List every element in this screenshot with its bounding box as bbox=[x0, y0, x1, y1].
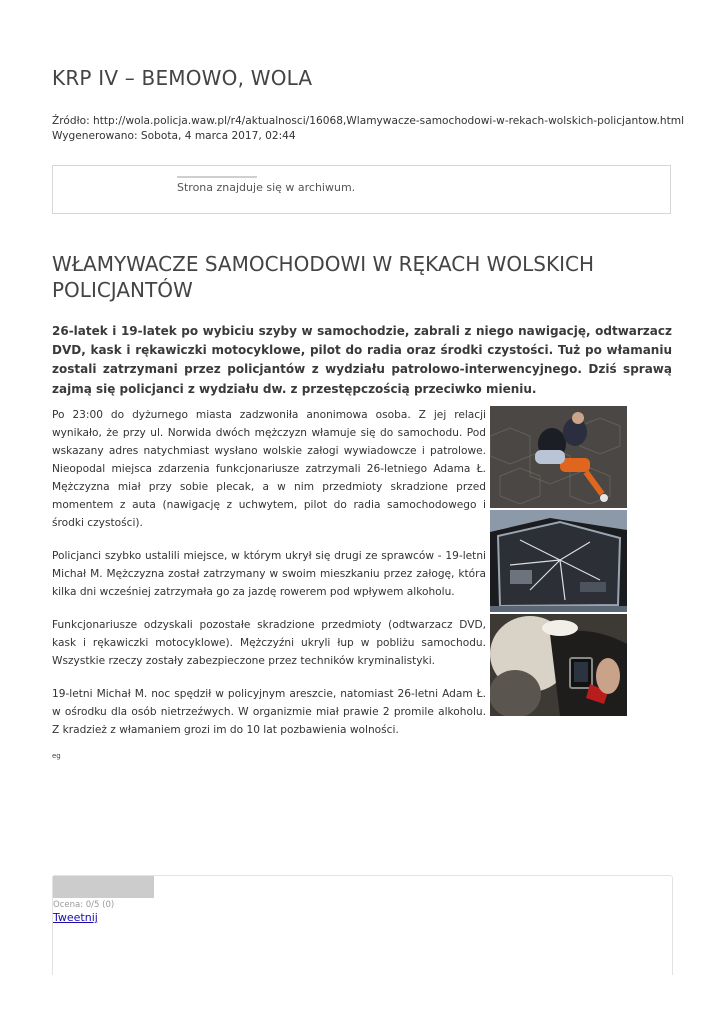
archive-divider bbox=[177, 176, 257, 178]
article-body bbox=[52, 406, 486, 754]
article-lead: 26-latek i 19-latek po wybiciu szyby w samochodzie, zabrali z niego nawigację, odtwarzacz DVD, kask i rękawiczki motocyklowe, pilot do radia oraz środki czystości. Tuż po włamaniu zostali zatrzymani przez policjantów z wydziału patrolowo-interwencyjnego. Dziś sprawą zajmą się policjanci z wydziału dw. z przestępczością przeciwko mieniu. bbox=[52, 324, 672, 396]
tweet-link[interactable]: Tweetnij bbox=[53, 911, 98, 924]
generated-date: Wygenerowano: Sobota, 4 marca 2017, 02:44 bbox=[52, 130, 296, 142]
site-title: KRP IV – BEMOWO, WOLA bbox=[52, 66, 313, 90]
broken-window-photo[interactable] bbox=[490, 510, 627, 612]
rating-text: Ocena: 0/5 (0) bbox=[53, 900, 115, 910]
document-meta bbox=[52, 114, 684, 144]
article-paragraph: Po 23:00 do dyżurnego miasta zadzwoniła anonimowa osoba. Z jej relacji wynikało, że przy ul. Norwida dwóch mężczyzn włamuje się do samochodu. Pod wskazany adres natychmiast wysłano wolskie załogi wywiadowcze i patrolowe. Nieopodal miejsca zdarzenia funkcjonariusze zatrzymali 26-letniego Adama Ł. Mężczyzna miał przy sobie plecak, a w nim przedmioty skradzione przed momentem z auta (nawigację z uchwytem, pilot do radia samochodowego i środki czystości). bbox=[52, 409, 486, 529]
article-title: WŁAMYWACZE SAMOCHODOWI W RĘKACH WOLSKICH POLICJANTÓW bbox=[52, 252, 595, 302]
rating-box bbox=[52, 875, 673, 975]
arrest-photo[interactable] bbox=[490, 406, 627, 508]
article-paragraph: 19-letni Michał M. noc spędził w policyjnym areszcie, natomiast 26-letni Adam Ł. w ośrodku dla osób nietrzeźwych. W organizmie miał prawie 2 promile alkoholu. Z kradzież z włamaniem grozi im do 10 lat pozbawienia wolności. bbox=[52, 688, 486, 736]
rating-bar[interactable] bbox=[53, 876, 154, 898]
archive-notice-box bbox=[52, 165, 671, 214]
archive-notice: Strona znajduje się w archiwum. bbox=[177, 181, 356, 194]
evidence-photo[interactable] bbox=[490, 614, 627, 716]
source-url: Źródło: http://wola.policja.waw.pl/r4/aktualnosci/16068,Wlamywacze-samochodowi-w-rekach-wolskich-policjantow.html bbox=[52, 115, 685, 127]
article-paragraph: Policjanci szybko ustalili miejsce, w którym ukrył się drugi ze sprawców - 19-letni Michał M. Mężczyzna został zatrzymany w swoim mieszkaniu przez załogę, która kilka dni wcześniej zatrzymała go za jazdę rowerem pod wpływem alkoholu. bbox=[52, 550, 486, 598]
article-paragraph: Funkcjonariusze odzyskali pozostałe skradzione przedmioty (odtwarzacz DVD, kask i rękawiczki motocyklowe). Mężczyźni ukryli łup w pobliżu samochodu. Wszystkie rzeczy zostały zabezpieczone przez techników kryminalistyki. bbox=[52, 619, 486, 667]
author-initials: eg bbox=[52, 752, 61, 760]
photo-gallery bbox=[490, 406, 627, 718]
